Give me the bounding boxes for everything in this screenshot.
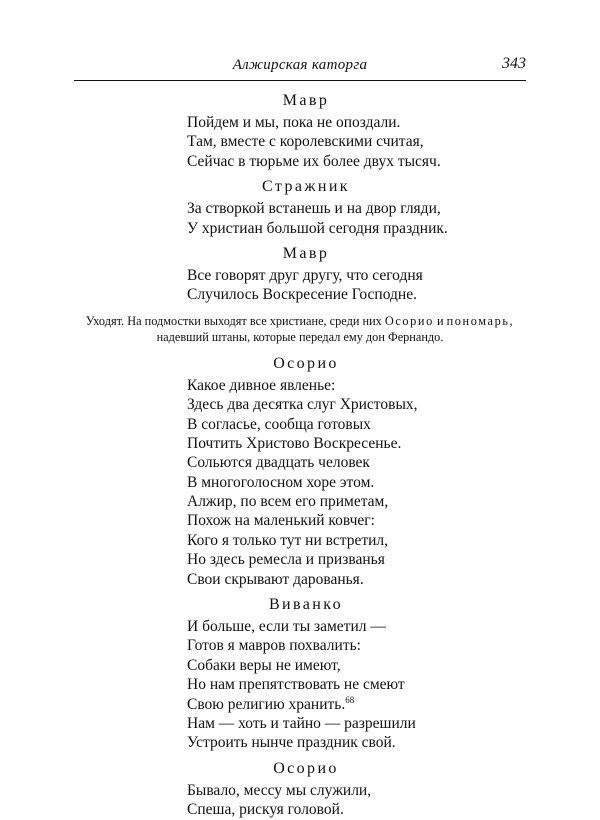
verse-line: Здесь два десятка слуг Христовых, (187, 396, 418, 414)
verse-line: Почтить Христово Воскресенье. (187, 434, 402, 452)
verse-line: Алжир, по всем его приметам, (187, 493, 389, 511)
character-name-osorio: Осорио (384, 313, 434, 328)
verse-block (187, 266, 600, 305)
page-number: 343 (502, 55, 526, 72)
verse-line: Свои скрывают дарованья. (187, 570, 364, 588)
verse-block (187, 781, 600, 820)
play-text (0, 91, 600, 820)
header-rule (74, 80, 526, 81)
verse-line: Сейчас в тюрьме их более двух тысяч. (187, 152, 441, 170)
verse-line: Похож на маленький ковчег: (187, 512, 375, 530)
verse-line: И больше, если ты заметил — (187, 618, 386, 636)
verse-line: Но здесь ремесла и призванья (187, 551, 385, 569)
verse-line: В многоголосном хоре этом. (187, 473, 375, 491)
verse-line: Сольются двадцать человек (187, 454, 370, 472)
verse-block (187, 617, 600, 753)
stage-direction-text: Уходят. На подмостки выходят все христиане, среди них (85, 313, 382, 328)
verse-line: За створкой встанешь и на двор гляди, (187, 200, 441, 218)
verse-line: Бывало, мессу мы служили, (187, 781, 372, 799)
verse-line: В согласье, сообща готовых (187, 415, 371, 433)
stage-direction-conjunction: и (436, 313, 444, 328)
speaker-name: Мавр (282, 244, 330, 262)
verse-line: Устроить нынче праздник свой. (187, 734, 396, 752)
verse-line: Собаки веры не имеют, (187, 656, 341, 674)
verse-block (187, 376, 600, 589)
verse-line: Случилось Воскресение Господне. (187, 286, 417, 304)
verse-line: У христиан большой сегодня праздник. (187, 219, 448, 237)
verse-line: Пойдем и мы, пока не опоздали. (187, 114, 401, 131)
verse-line: Но нам препятствовать не смеют (187, 676, 405, 694)
verse-block (187, 113, 600, 171)
speaker-name: Мавр (282, 92, 330, 109)
verse-line-text: Свою религию хранить. (187, 695, 346, 713)
verse-line: Готов я мавров похвалить: (187, 637, 361, 655)
verse-line: Кого я только тут ни встретил, (187, 531, 389, 549)
speaker-name: Виванко (268, 596, 343, 614)
verse-line (187, 695, 600, 714)
running-title: Алжирская каторга (232, 57, 368, 73)
speaker-name: Стражник (262, 178, 350, 196)
stage-direction-line: надевший штаны, которые передал ему дон Фернандо. (156, 329, 444, 344)
verse-line: Там, вместе с королевскими считая, (187, 133, 424, 151)
stage-direction (0, 313, 600, 345)
verse-line: Все говорят друг другу, что сегодня (187, 266, 423, 284)
stage-direction-line (0, 313, 600, 329)
character-name-sexton: пономарь, (446, 313, 515, 328)
verse-line: Нам — хоть и тайно — разрешили (187, 714, 416, 732)
verse-line: Какое дивное явленье: (187, 376, 336, 394)
speaker-name: Осорио (273, 354, 339, 372)
verse-line: Спеша, рискуя головой. (187, 801, 344, 819)
verse-block (187, 199, 600, 238)
footnote-reference[interactable]: 68 (345, 694, 355, 705)
speaker-name: Осорио (273, 759, 339, 777)
